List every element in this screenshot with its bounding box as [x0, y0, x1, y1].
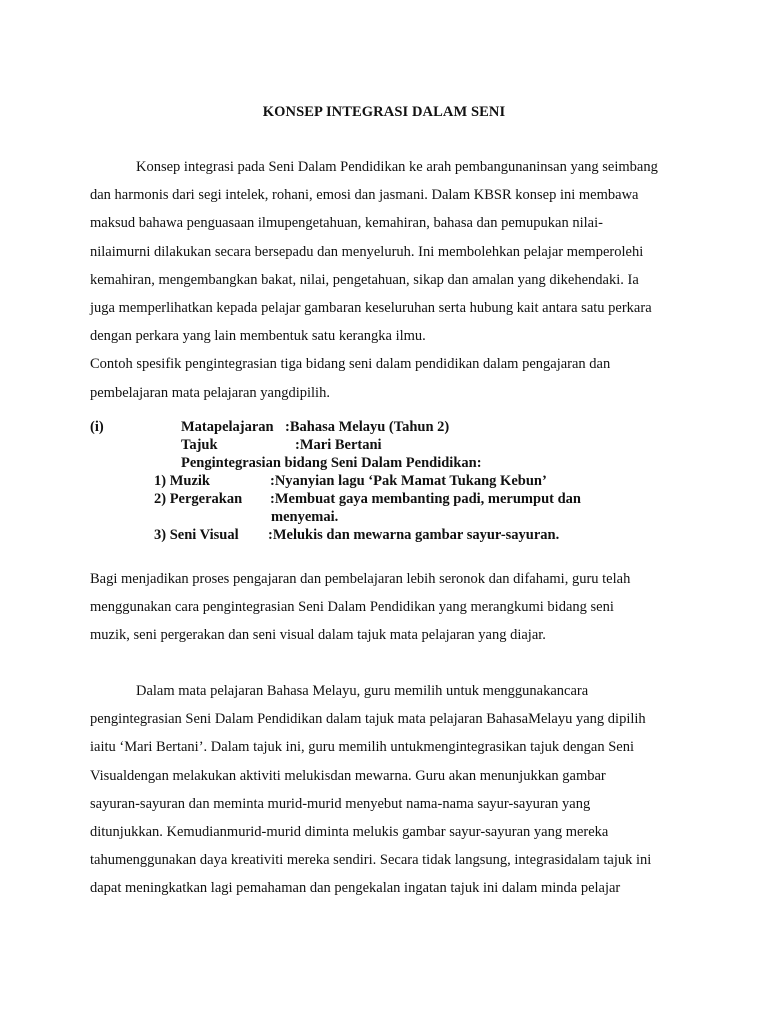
item-value-seni-visual: :Melukis dan mewarna gambar sayur-sayuran. — [268, 527, 560, 543]
item-value-muzik: :Nyanyian lagu ‘Pak Mamat Tukang Kebun’ — [270, 473, 547, 489]
text-line: dan harmonis dari segi intelek, rohani, emosi dan jasmani. Dalam KBSR konsep ini membawa — [90, 187, 639, 204]
paragraph-detail — [90, 677, 680, 903]
text-line: kemahiran, mengembangkan bakat, nilai, pengetahuan, sikap dan amalan yang dikehendaki. Ia — [90, 271, 639, 288]
paragraph-summary — [90, 565, 680, 650]
text-line: ditunjukkan. Kemudianmurid-murid diminta melukis gambar sayur-sayuran yang mereka — [90, 824, 609, 841]
text-line: dengan perkara yang lain membentuk satu kerangka ilmu. — [90, 328, 426, 345]
text-line: maksud bahawa penguasaan ilmupengetahuan, kemahiran, bahasa dan pemupukan nilai- — [90, 215, 603, 232]
item-label-muzik: 1) Muzik — [154, 473, 210, 489]
integration-heading: Pengintegrasian bidang Seni Dalam Pendidikan: — [181, 455, 482, 471]
text-line: pengintegrasian Seni Dalam Pendidikan dalam tajuk mata pelajaran BahasaMelayu yang dipilih — [90, 711, 646, 728]
text-line: Dalam mata pelajaran Bahasa Melayu, guru memilih untuk menggunakancara — [136, 683, 589, 699]
text-line: iaitu ‘Mari Bertani’. Dalam tajuk ini, guru memilih untukmengintegrasikan tajuk dengan Seni — [90, 739, 635, 756]
example-marker: (i) — [90, 419, 104, 435]
item-label-pergerakan: 2) Pergerakan — [154, 491, 243, 507]
text-line: dapat meningkatkan lagi pemahaman dan pengekalan ingatan tajuk ini dalam minda pelajar — [90, 880, 621, 897]
topic-value: :Mari Bertani — [295, 437, 382, 453]
item-value-pergerakan: :Membuat gaya membanting padi, merumput dan — [270, 491, 581, 507]
text-line: tahumenggunakan daya kreativiti mereka sendiri. Secara tidak langsung, integrasidalam tajuk ini — [90, 852, 652, 869]
text-line: muzik, seni pergerakan dan seni visual dalam tajuk mata pelajaran yang diajar. — [90, 627, 546, 644]
text-line: Konsep integrasi pada Seni Dalam Pendidikan ke arah pembangunaninsan yang seimbang — [136, 159, 658, 175]
subject-label: Matapelajaran — [181, 419, 274, 435]
subject-value: :Bahasa Melayu (Tahun 2) — [285, 419, 450, 435]
text-line: nilaimurni dilakukan secara bersepadu dan menyeluruh. Ini membolehkan pelajar memperolehi — [90, 243, 644, 260]
item-value-pergerakan-cont: menyemai. — [271, 509, 339, 525]
text-line: Contoh spesifik pengintegrasian tiga bidang seni dalam pendidikan dalam pengajaran dan — [90, 356, 611, 373]
text-line: juga memperlihatkan kepada pelajar gambaran keseluruhan serta hubung kait antara satu perkara — [90, 300, 652, 317]
item-label-seni-visual: 3) Seni Visual — [154, 527, 239, 543]
text-line: Visualdengan melakukan aktiviti melukisdan mewarna. Guru akan menunjukkan gambar — [90, 767, 606, 784]
text-line: Bagi menjadikan proses pengajaran dan pembelajaran lebih seronok dan difahami, guru telah — [90, 571, 631, 587]
text-line: menggunakan cara pengintegrasian Seni Dalam Pendidikan yang merangkumi bidang seni — [90, 599, 614, 616]
text-line: pembelajaran mata pelajaran yangdipilih. — [90, 384, 330, 401]
text-line: sayuran-sayuran dan meminta murid-murid menyebut nama-nama sayur-sayuran yang — [90, 795, 591, 812]
document-title: KONSEP INTEGRASI DALAM SENI — [262, 104, 506, 120]
topic-label: Tajuk — [181, 437, 218, 453]
